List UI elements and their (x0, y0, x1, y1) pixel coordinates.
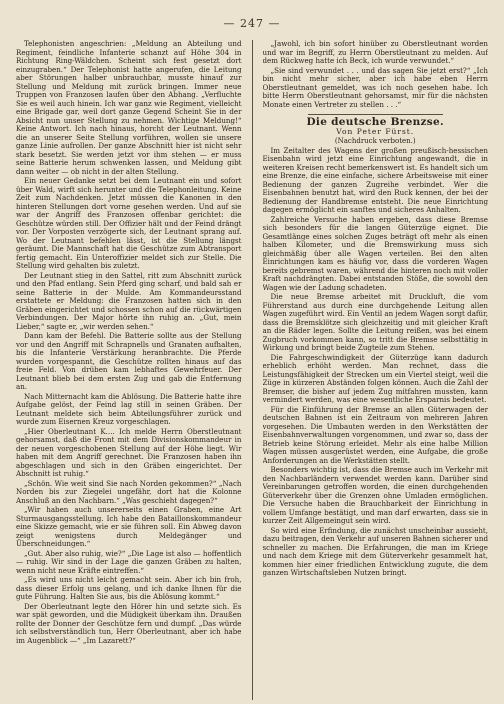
left-paragraph-11: Der Oberleutnant legte den Hörer hin und setzte sich. Es war spät geworden, und die Müdigkeit überkam ihn. Draußen rollte der Donner der Geschütze fern und dumpf. „Das würde ich selbstverständlich tun, Herr Oberleutnant, aber ich habe im Augenblick —“ „Im Lazarett?“ (16, 601, 242, 645)
page-number: — 247 — (223, 16, 281, 30)
right-column (263, 40, 489, 700)
article-reprint-note: (Nachdruck verboten.) (334, 137, 416, 145)
article-paragraph-3: Die neue Bremse arbeitet mit Druckluft, die vom Führerstand aus durch eine durchgehende Leitung allen Wagen zugeführt wird. Ein Ventil an jedem Wagen sorgt dafür, dass die Bremsklötze sich gleichzeitig und mit gleicher Kraft an die Räder legen. Sollte die Leitung reißen, was bei einem Zugbruch vorkommen kann, so tritt die Bremse selbsttätig in Wirkung und bringt beide Zugteile zum Stehen. (262, 292, 488, 352)
left-paragraph-3: Der Leutnant stieg in den Sattel, ritt zum Abschnitt zurück und den Pfad entlang. Sein Pferd ging scharf, und bald sah er seine Batterie in der Mulde. Am Kommandeursstand erstattete er Meldung: die Franzosen hatten sich in den Gräben eingerichtet und schossen schon auf die rückwärtigen Verbindungen. Der Major hörte ihn ruhig an. „Gut, mein Lieber,“ sagte er, „wir werden sehen.“ (16, 270, 242, 331)
left-paragraph-10: „Es wird uns nicht leicht gemacht sein. Aber ich bin froh, dass dieser Erfolg uns gelang, und ich danke Ihnen für die gute Führung. Halten Sie aus, bis die Ablösung kommt.“ (16, 575, 242, 601)
left-paragraph-1: Telephonisten angeschrien: „Meldung an Abteilung und Regiment, feindliche Infanterie schanzt auf Höhe 304 in Richtung Ring-Wäldchen. Scheint sich fest gesetzt dort einzugraben.“ Der Telephonist hatte angerufen, die Leitung aber Störungen halber unbrauchbar, musste hinauf zur Stellung und Meldung mit zurück bringen. Immer neue Truppen von Franzosen laufen über den Abhang. „Verfluchte Sie es weil auch hinein. Ich war ganz wie Regiment, vielleicht eine Brigade gar, weil dort ganze Gegend Scheint Sie in der Absicht nun unser Stellung zu nehmen. Wichtige Meldung!“ Keine Antwort. Ich nach hinaus, horcht der Leutnant. Wenn die an unserer Seite Stellung vorführen, wollen sie unsere ganze Linie aufrollen. Der ganze Abschnitt hier ist nicht sehr stark besetzt. Sie werden jetzt vor ihm stehen — er muss seine Batterie herum schwenken lassen, und Meldung gibt dann weiter — ob nicht in der alten Stellung. (16, 40, 242, 176)
left-paragraph-4: Dann kam der Befehl. Die Batterie sollte aus der Stellung vor und den Angriff mit Schrapnells und Granaten aufhalten, bis die Infanterie Verstärkung heranbrachte. Die Pferde wurden vorgespannt, die Geschütze rollten hinaus auf das freie Feld. Von drüben kam lebhaftes Gewehrfeuer. Der Leutnant blieb bei dem ersten Zug und gab die Entfernung an. (16, 331, 242, 391)
article-divider (308, 114, 443, 115)
left-paragraph-7: „Schön. Wie weit sind Sie nach Norden gekommen?“ „Nach Norden bis zur Ziegelei ungefähr, dort hat die Kolonne Anschluß an den Nachbarn.“ „Was geschieht dagegen?“ (16, 478, 242, 505)
article-paragraph-1: Im Zeitalter des Wagens der großen preußisch-hessischen Eisenbahn wird jetzt eine Einrichtung angewandt, die in weiteren Kreisen recht bemerkenswert ist. Es handelt sich um eine Brenze, die eine einfache, sichere Arbeitsweise mit einer Bedienung der ganzen Zugreihe verbindet. Wer die Eisenbahnen benutzt hat, wird den Ruck kennen, der bei der Bedienung der Handbremse entsteht. Die neue Einrichtung dagegen ermöglicht ein sanftes und sicheres Anhalten. (262, 145, 488, 214)
left-column (16, 40, 242, 700)
left-paragraph-9: „Gut. Aber also ruhig, wie?“ „Die Lage ist also — hoffentlich — ruhig. Wir sind in der Lage die ganzen Gräben zu halten, wenn nicht neue Kräfte eintreffen.“ (16, 548, 242, 575)
right-intro-paragraph-2: „Sie sind verwundet . . . und das sagen Sie jetzt erst?“ „Ich bin nicht mehr sicher, aber ich habe eben Herrn Oberstleutnant gemeldet, was ich noch gesehen habe. Ich bitte Herrn Oberstleutnant gehorsamst, mir für die nächsten Monate einen Vertreter zu stellen . . .“ (262, 65, 488, 109)
page-header (16, 14, 488, 32)
column-rule (252, 40, 253, 700)
left-paragraph-6: „Hier Oberleutnant K.... Ich melde Herrn Oberstleutnant gehorsamst, daß die Front mit dem Divisionskommandeur in der neuen vorgeschobenen Stellung auf der Höhe liegt. Wir haben mit dem Angriff gerechnet. Die Franzosen haben ihn abgeschlagen und sich in den Gräben eingerichtet. Der Abschnitt ist ruhig.“ (16, 426, 242, 478)
article-paragraph-5: Für die Einführung der Bremse an allen Güterwagen der deutschen Bahnen ist ein Zeitraum von mehreren Jahren vorgesehen. Die Umbauten werden in den Werkstätten der Eisenbahnverwaltungen vorgenommen, und zwar so, dass der Betrieb keine Störung erleidet. Mehr als eine halbe Million Wagen müssen ausgerüstet werden, eine Aufgabe, die große Anforderungen an die Werkstätten stellt. (262, 404, 488, 465)
article-paragraph-7: So wird eine Erfindung, die zunächst unscheinbar aussieht, dazu beitragen, den Verkehr auf unseren Bahnen sicherer und schneller zu machen. Die Erfahrungen, die man im Kriege und nach dem Kriege mit dem Güterverkehr gesammelt hat, kommen hier einer friedlichen Entwicklung zugute, die dem ganzen Wirtschaftsleben Nutzen bringt. (262, 525, 488, 577)
left-paragraph-8: „Wir haben auch unsererseits einen Graben, eine Art Sturmausgangsstellung. Ich habe den Bataillonskommandeur eine Skizze gemacht, wie er sie führen soll. Ein Abweg davon zeigt wenigstens durch Meldegänger und Überschneidungen.“ (16, 505, 242, 548)
text-columns (16, 40, 488, 700)
left-paragraph-5: Nach Mitternacht kam die Ablösung. Die Batterie hatte ihre Aufgabe gelöst, der Feind lag still in seinen Gräben. Der Leutnant meldete sich beim Abteilungsführer zurück und wurde zum Eisernen Kreuz vorgeschlagen. (16, 391, 242, 426)
article-paragraph-2: Zahlreiche Versuche haben ergeben, dass diese Bremse sich besonders für die langen Güterzüge eignet. Die Gesamtlänge eines solchen Zuges beträgt oft mehr als einen halben Kilometer, und die Bremswirkung muss sich gleichmäßig über alle Wagen verteilen. Bei den alten Einrichtungen kam es häufig vor, dass die vorderen Wagen bereits gebremst waren, während die hinteren noch mit voller Kraft nachdrängten. Dabei entstanden Stöße, die sowohl den Wagen wie der Ladung schadeten. (262, 214, 488, 292)
article-byline: Von Peter Fürst. (336, 126, 415, 136)
left-paragraph-2: Ein neuer Gedanke setzt bei dem Leutnant ein und sofort über Wald, wirft sich herunter und die Telephonleitung. Keine Zeit zum Nachdenken. Jetzt müssen die Kanonen in den hinteren Stellungen dort vorne gesehen werden. Und auf sie war der Angriff des Franzosen offenbar gerichtet: die Geschütze würden still. Der Offizier hält und der Feind drängt vor. Der Vorposten verzögerte sich, der Leutnant sprang auf. Wo der Leutnant befehlen lässt, ist die Stellung längst geräumt. Die Mannschaft hat die Geschütze zum Abtransport fertig gemacht. Ein Unteroffizier meldet sich zur Stelle. Die Stellung wird gehalten bis zuletzt. (16, 176, 242, 270)
article-paragraph-6: Besonders wichtig ist, dass die Bremse auch im Verkehr mit den Nachbarländern verwendet werden kann. Darüber sind Vereinbarungen getroffen worden, die einen durchgehenden Güterverkehr über die Grenzen ohne Umladen ermöglichen. Die Versuche haben die Brauchbarkeit der Einrichtung in vollem Umfange bestätigt, und man darf erwarten, dass sie in kurzer Zeit Allgemeingut sein wird. (262, 465, 488, 525)
article-paragraph-4: Die Fahrgeschwindigkeit der Güterzüge kann dadurch erheblich erhöht werden. Man rechnet, dass die Leistungsfähigkeit der Strecken um ein Viertel steigt, weil die Züge in kürzeren Abständen folgen können. Auch die Zahl der Bremser, die bisher auf jedem Zug mitfahren mussten, kann vermindert werden, was eine wesentliche Ersparnis bedeutet. (262, 352, 488, 404)
right-intro-paragraph-1: „Jawohl, ich bin sofort hinüber zu Oberstleutnant worden und war im Begriff, zu Herrn Oberstleutnant zu melden. Auf dem Rückweg hatte ich Beck, ich wurde verwundet.“ (262, 40, 488, 65)
article-title: Die deutsche Brenzse. (306, 116, 444, 128)
